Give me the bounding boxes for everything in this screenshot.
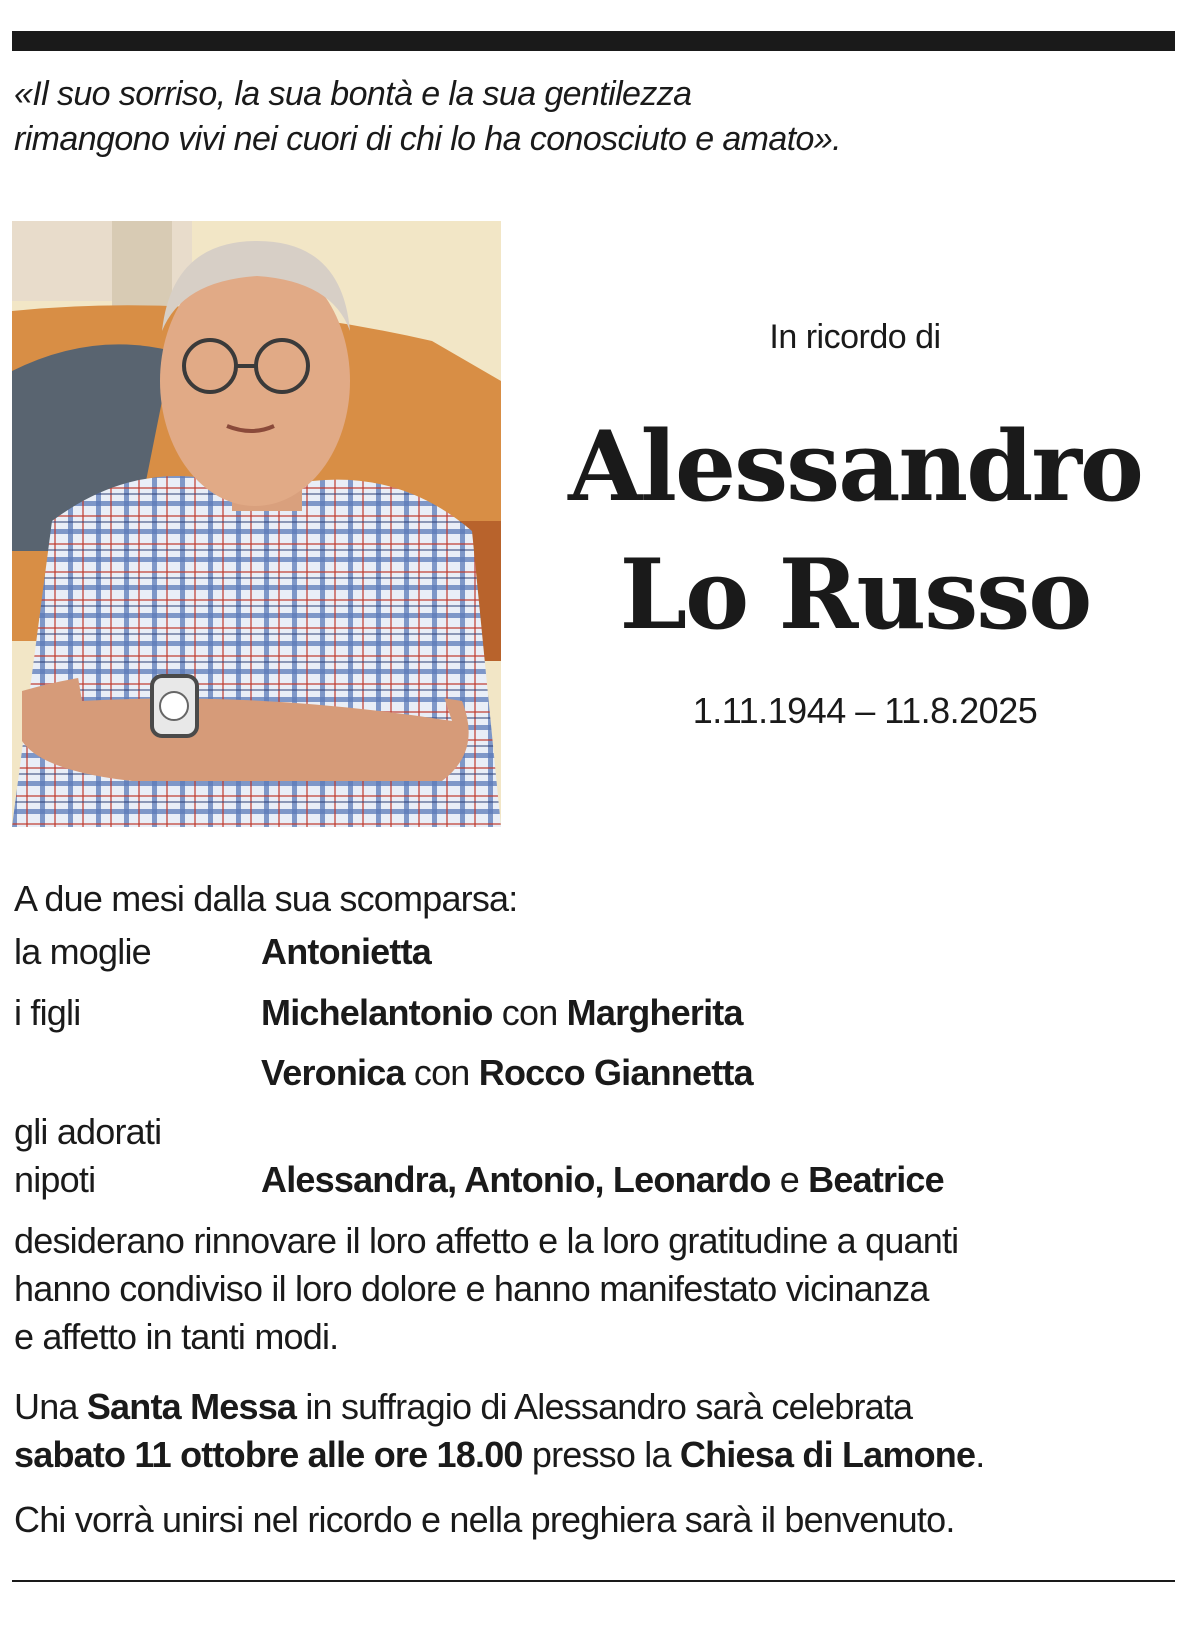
child-2-partner: Rocco Giannetta: [478, 1052, 753, 1093]
bottom-rule: [12, 1580, 1175, 1582]
mass-bold-2: sabato 11 ottobre alle ore 18.00: [14, 1434, 523, 1475]
mass-text-4: .: [975, 1434, 985, 1475]
closing-sentence: Chi vorrà unirsi nel ricordo e nella preghiera sarà il benvenuto.: [14, 1499, 955, 1540]
lead-sentence: A due mesi dalla sua scomparsa:: [14, 878, 518, 919]
last-name: Lo Russo: [619, 538, 1091, 651]
mass-line-1: [14, 1383, 1164, 1431]
grandchildren-label-2: nipoti: [14, 1159, 96, 1200]
quote-line-2: rimangono vivi nei cuori di chi lo ha conosciuto e amato».: [14, 120, 842, 158]
mass-bold-1: Santa Messa: [86, 1386, 297, 1427]
child-2-con: con: [404, 1052, 479, 1093]
grandchildren-label-1: gli adorati: [14, 1111, 162, 1152]
mass-bold-3: Chiesa di Lamone: [679, 1434, 976, 1475]
wife-label: la moglie: [14, 931, 151, 972]
grandchildren-names: [261, 1157, 944, 1203]
mass-line-2: [14, 1431, 1164, 1479]
mass-text-1: Una: [14, 1386, 87, 1427]
child-2: [261, 1050, 753, 1096]
wife-name: [261, 929, 431, 975]
wife-name-text: Antonietta: [261, 931, 431, 972]
gratitude-line-1: desiderano rinnovare il loro affetto e la loro gratitudine a quanti: [14, 1220, 959, 1261]
grandchildren-list: Alessandra, Antonio, Leonardo: [261, 1159, 771, 1200]
mass-announcement: [14, 1383, 1164, 1479]
grandchildren-last: Beatrice: [808, 1159, 944, 1200]
mass-text-3: presso la: [522, 1434, 680, 1475]
epitaph-quote: [14, 72, 1174, 162]
child-1-partner: Margherita: [566, 992, 743, 1033]
portrait-photo: [12, 221, 501, 827]
intro-label: In ricordo di: [769, 318, 941, 356]
gratitude-line-2: hanno condiviso il loro dolore e hanno manifestato vicinanza: [14, 1268, 929, 1309]
deceased-name: [540, 403, 1170, 659]
grandchildren-e: e: [770, 1159, 809, 1200]
quote-line-1: «Il suo sorriso, la sua bontà e la sua gentilezza: [14, 75, 692, 113]
child-1-name: Michelantonio: [261, 992, 493, 1033]
mass-text-2: in suffragio di Alessandro sarà celebrata: [296, 1386, 913, 1427]
life-dates: 1.11.1944 – 11.8.2025: [692, 690, 1038, 731]
portrait-illustration: [12, 221, 501, 827]
gratitude-line-3: e affetto in tanti modi.: [14, 1316, 339, 1357]
child-2-name: Veronica: [261, 1052, 405, 1093]
children-label: i figli: [14, 992, 81, 1033]
top-rule: [12, 31, 1175, 51]
first-name: Alessandro: [568, 410, 1142, 523]
child-1-con: con: [492, 992, 567, 1033]
gratitude-message: [14, 1217, 1164, 1361]
child-1: [261, 990, 743, 1036]
